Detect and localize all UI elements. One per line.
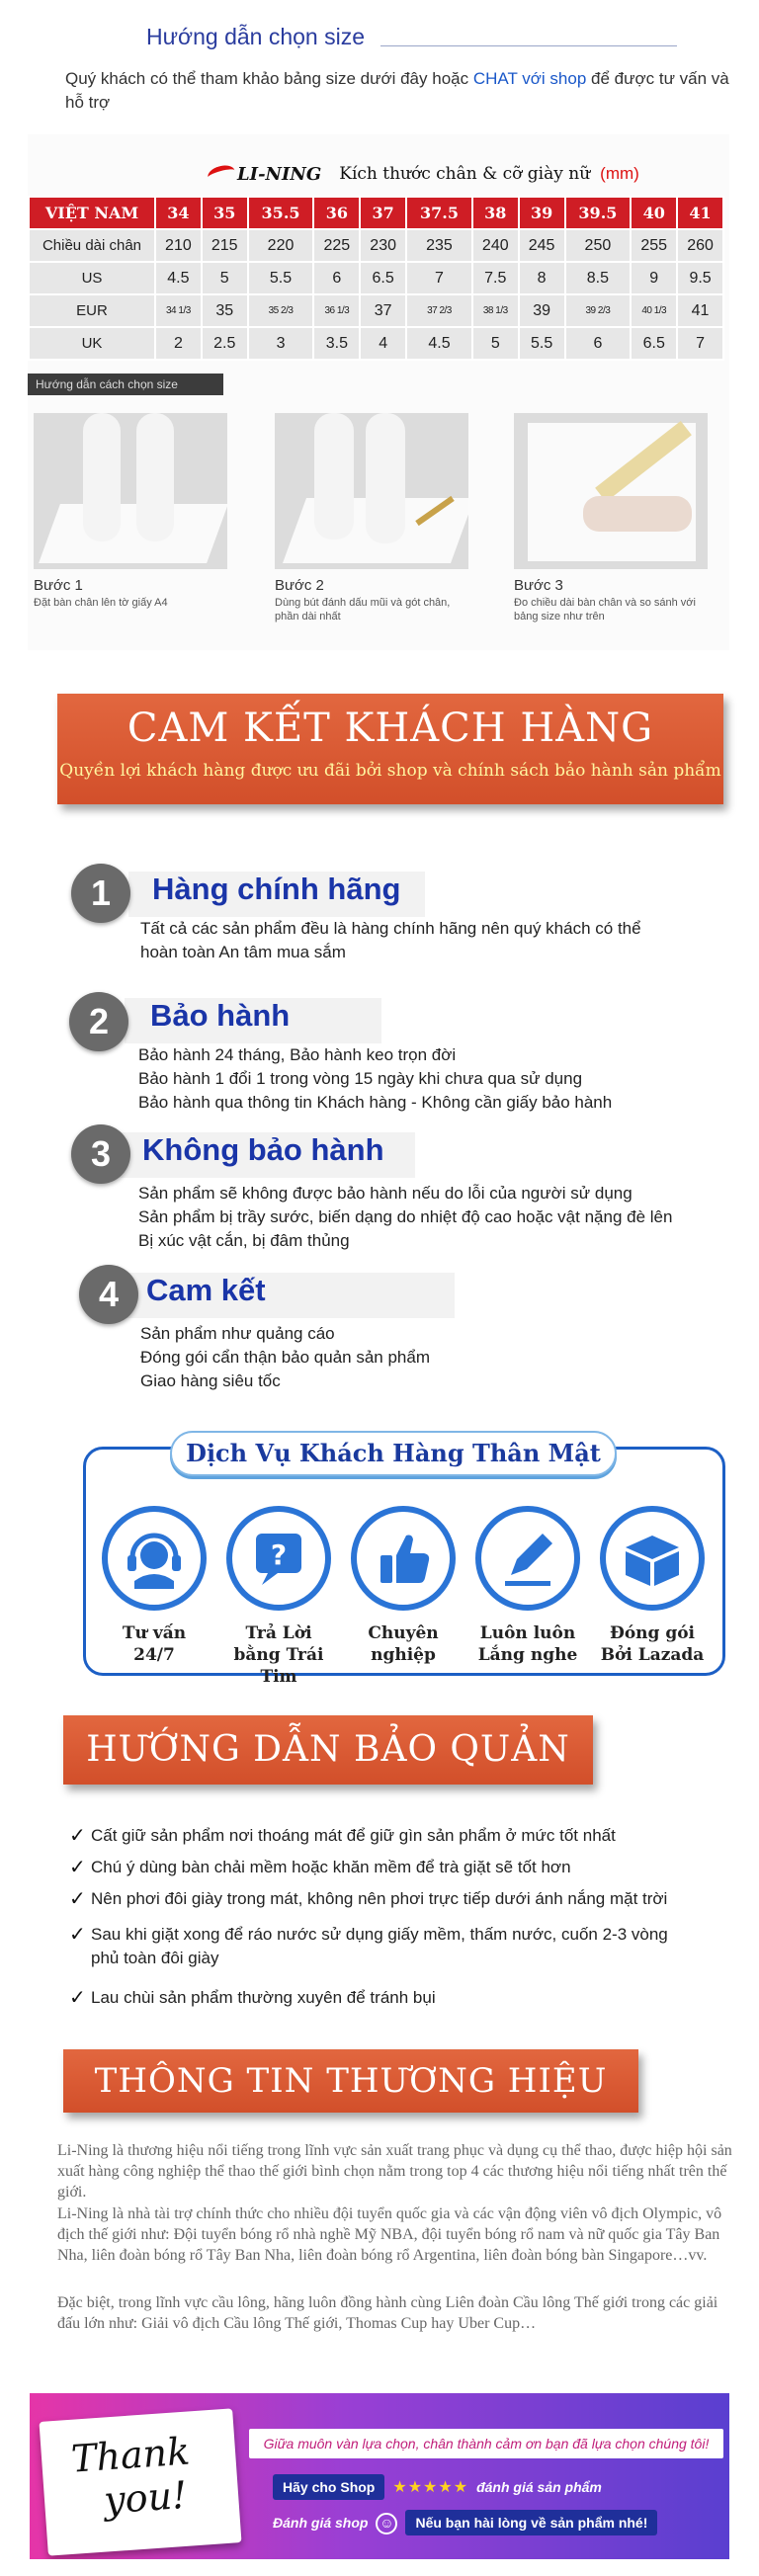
size-cell: 6.5 — [360, 262, 406, 294]
service-label-line: Chuyên — [368, 1623, 439, 1643]
size-table — [28, 196, 724, 361]
commitment-title: CAM KẾT KHÁCH HÀNG — [126, 706, 654, 751]
item-number-badge: 3 — [71, 1124, 130, 1184]
size-cell: 240 — [472, 229, 519, 262]
step-title: Bước 1 — [34, 577, 83, 594]
item-line: Bảo hành qua thông tin Khách hàng - Không cần giấy bảo hành — [138, 1093, 613, 1112]
item-title: Cam kết — [146, 1273, 266, 1307]
step-desc: Đặt bàn chân lên tờ giấy A4 — [34, 597, 168, 609]
measure-step-1 — [34, 413, 231, 610]
leg-right — [136, 413, 174, 541]
service-label — [468, 1622, 587, 1666]
size-cell: 35 2/3 — [248, 294, 314, 327]
brand-line: Li-Ning là thương hiệu nổi tiếng trong lĩnh vực sản xuất trang phục và dụng cụ thể thao, được hiệp hội sản — [57, 2142, 732, 2159]
service-item-packing — [593, 1506, 712, 1666]
care-item — [69, 1887, 667, 1912]
size-cell: 7 — [677, 327, 723, 360]
size-cell: 40 1/3 — [631, 294, 677, 327]
size-cell: 5 — [202, 262, 248, 294]
review-product-text: đánh giá sản phẩm — [476, 2479, 602, 2495]
item-number-badge: 2 — [69, 992, 128, 1051]
item-line: Bảo hành 24 tháng, Bảo hành keo trọn đời — [138, 1045, 457, 1064]
leg-right — [366, 413, 405, 543]
size-cell: 40 — [631, 197, 677, 229]
size-cell: 5.5 — [248, 262, 314, 294]
size-cell: 36 — [313, 197, 360, 229]
brand-line: giới. — [57, 2184, 87, 2201]
brand-line: đấu lớn như: Giải vô địch Cầu lông Thế giới, Thomas Cup hay Uber Cup… — [57, 2315, 537, 2332]
size-cell: 5 — [472, 327, 519, 360]
size-cell: 35 — [202, 197, 248, 229]
size-cell: 39 — [519, 197, 565, 229]
step-desc: Dùng bút đánh dấu mũi và gót chân, phần dài nhất — [275, 597, 451, 623]
size-cell: 220 — [248, 229, 314, 262]
li-ning-logo-text: LI-NING — [237, 163, 322, 185]
service-label — [95, 1622, 213, 1666]
box-icon — [600, 1506, 705, 1611]
care-item-line: phủ toàn đôi giày — [91, 1949, 219, 1967]
step-2-photo — [275, 413, 468, 569]
size-cell: 37.5 — [406, 197, 472, 229]
leg-left — [314, 413, 354, 540]
size-cell: 8 — [519, 262, 565, 294]
step-3-photo — [514, 413, 708, 569]
checkmark-icon: ✓ — [69, 1888, 86, 1910]
size-cell: 2 — [155, 327, 202, 360]
item-lines — [138, 1182, 672, 1253]
size-cell: 41 — [677, 197, 723, 229]
service-label — [593, 1622, 712, 1666]
intro-text-after: để được tư vấn và hỗ trợ — [65, 69, 729, 112]
size-row-label: EUR — [29, 294, 155, 327]
chat-with-shop-link[interactable]: CHAT với shop — [472, 69, 587, 88]
service-item-advice — [95, 1506, 213, 1666]
thank-you-message: Giữa muôn vàn lựa chọn, chân thành cảm ơn bạn đã lựa chọn chúng tôi! — [249, 2429, 723, 2458]
size-row-foot-length — [29, 229, 723, 262]
brand-paragraph-1 — [57, 2140, 749, 2202]
thank-you-card — [39, 2408, 241, 2555]
size-row-label: VIỆT NAM — [29, 197, 155, 229]
paper-sheet — [39, 504, 227, 563]
size-row-vietnam — [29, 197, 723, 229]
step-1-photo — [34, 413, 227, 569]
size-row-label: UK — [29, 327, 155, 360]
item-number-badge: 1 — [71, 864, 130, 923]
size-cell: 235 — [406, 229, 472, 262]
size-cell: 38 — [472, 197, 519, 229]
headset-icon — [102, 1506, 207, 1611]
size-row-eur — [29, 294, 723, 327]
size-table-unit: (mm) — [600, 164, 639, 183]
service-label — [344, 1622, 463, 1666]
size-row-label: Chiều dài chân — [29, 229, 155, 262]
rate-shop-row — [273, 2510, 657, 2535]
service-label-line: Trả Lời — [245, 1623, 312, 1643]
thank-you-line: you! — [102, 2472, 189, 2523]
brand-line: xuất hàng công nghiệp thể thao thế giới bình chọn nằm trong top 4 các thương hiệu nổi tiếng nhất trên thế — [57, 2163, 727, 2180]
care-item — [69, 1923, 668, 1970]
size-cell: 39 — [519, 294, 565, 327]
size-cell: 34 1/3 — [155, 294, 202, 327]
item-line: Sản phẩm sẽ không được bảo hành nếu do lỗi của người sử dụng — [138, 1184, 632, 1203]
size-cell: 41 — [677, 294, 723, 327]
brand-line: địch thế giới như: Đội tuyển bóng rổ nhà nghề Mỹ NBA, đội tuyển bóng rổ nam và nữ quốc gia Tây Ban — [57, 2226, 720, 2243]
step-desc: Đo chiều dài bàn chân và so sánh với bảng size như trên — [514, 597, 696, 623]
size-cell: 5.5 — [519, 327, 565, 360]
service-label-line: Luôn luôn — [479, 1623, 576, 1643]
li-ning-swoosh-icon — [206, 163, 236, 186]
measure-step-3 — [514, 413, 712, 623]
care-item — [69, 1824, 616, 1849]
size-cell: 4 — [360, 327, 406, 360]
brand-paragraph-3 — [57, 2292, 749, 2334]
care-item-text — [91, 1923, 668, 1970]
commitment-banner — [57, 694, 723, 804]
hand — [583, 496, 692, 532]
size-cell: 9 — [631, 262, 677, 294]
satisfied-button[interactable]: Nếu bạn hài lòng về sản phẩm nhé! — [405, 2510, 657, 2535]
size-cell: 230 — [360, 229, 406, 262]
size-row-label: US — [29, 262, 155, 294]
checkmark-icon: ✓ — [69, 1857, 86, 1878]
checkmark-icon: ✓ — [69, 1825, 86, 1847]
care-item — [69, 1986, 436, 2011]
size-cell: 225 — [313, 229, 360, 262]
service-item-professional — [344, 1506, 463, 1666]
service-label-line: bằng Trái Tim — [233, 1645, 324, 1687]
size-cell: 4.5 — [155, 262, 202, 294]
size-cell: 6 — [565, 327, 632, 360]
service-label-line: nghiệp — [371, 1645, 436, 1665]
size-cell: 6.5 — [631, 327, 677, 360]
size-chart-header — [208, 156, 639, 192]
smiley-icon: ☺ — [376, 2513, 397, 2534]
size-cell: 34 — [155, 197, 202, 229]
five-stars-icon: ★★★★★ — [392, 2479, 469, 2496]
care-guide-banner: HƯỚNG DẪN BẢO QUẢN — [63, 1715, 593, 1785]
size-row-uk — [29, 327, 723, 360]
thumbs-up-icon — [351, 1506, 456, 1611]
size-cell: 35 — [202, 294, 248, 327]
size-guide-title: Hướng dẫn chọn size — [146, 24, 365, 49]
brand-line: Nha, liên đoàn bóng rổ Tây Ban Nha, liên đoàn bóng rổ Argentina, liên đoàn bóng bàn Singapore…vv. — [57, 2247, 708, 2264]
item-title: Bảo hành — [150, 998, 291, 1033]
size-cell: 255 — [631, 229, 677, 262]
care-item-text: Nên phơi đôi giày trong mát, không nên phơi trực tiếp dưới ánh nắng mặt trời — [91, 1889, 668, 1908]
item-lines — [140, 1322, 430, 1393]
size-cell: 4.5 — [406, 327, 472, 360]
service-label-line: Đóng gói — [609, 1623, 696, 1643]
size-cell: 39.5 — [565, 197, 632, 229]
size-cell: 9.5 — [677, 262, 723, 294]
commitment-subtitle: Quyền lợi khách hàng được ưu đãi bởi shop và chính sách bảo hành sản phẩm — [59, 761, 721, 781]
item-line: Sản phẩm bị trầy sước, biến dạng do nhiệt độ cao hoặc vật nặng đè lên — [138, 1207, 673, 1226]
size-row-us — [29, 262, 723, 294]
item-title: Không bảo hành — [142, 1132, 384, 1167]
brand-line: Li-Ning là nhà tài trợ chính thức cho nhiều đội tuyển quốc gia và các vận động viên vô địch Olympic, vô — [57, 2205, 722, 2222]
step-title: Bước 3 — [514, 577, 563, 594]
item-lines — [138, 1043, 612, 1115]
question-icon — [226, 1506, 331, 1611]
li-ning-logo — [208, 164, 321, 185]
checkmark-icon: ✓ — [69, 1987, 86, 2009]
measure-step-2 — [275, 413, 472, 623]
checkmark-icon: ✓ — [69, 1924, 86, 1946]
thank-you-line: Thank — [69, 2429, 192, 2481]
item-line: Bị xúc vật cắn, bị đâm thủng — [138, 1231, 350, 1250]
size-cell: 38 1/3 — [472, 294, 519, 327]
care-item-text: Lau chùi sản phẩm thường xuyên để tránh bụi — [91, 1988, 436, 2007]
item-lines — [140, 917, 641, 964]
item-line: Giao hàng siêu tốc — [140, 1371, 281, 1390]
measure-guide-label: Hướng dẫn cách chọn size — [28, 374, 223, 395]
size-cell: 7.5 — [472, 262, 519, 294]
item-line: Bảo hành 1 đổi 1 trong vòng 15 ngày khi chưa qua sử dụng — [138, 1069, 583, 1088]
size-cell: 35.5 — [248, 197, 314, 229]
care-item-text: Chú ý dùng bàn chải mềm hoặc khăn mềm để trà giặt sẽ tốt hơn — [91, 1858, 571, 1876]
review-shop-button[interactable]: Hãy cho Shop — [273, 2474, 384, 2500]
size-cell: 3.5 — [313, 327, 360, 360]
item-title: Hàng chính hãng — [152, 872, 401, 906]
item-line: Đóng gói cẩn thận bảo quản sản phẩm — [140, 1348, 431, 1367]
size-cell: 39 2/3 — [565, 294, 632, 327]
size-guide-title-line — [380, 45, 677, 46]
service-item-answer — [219, 1506, 338, 1688]
size-cell: 250 — [565, 229, 632, 262]
thank-you-banner — [30, 2393, 729, 2559]
size-cell: 245 — [519, 229, 565, 262]
pen-icon — [475, 1506, 580, 1611]
size-cell: 37 2/3 — [406, 294, 472, 327]
size-cell: 7 — [406, 262, 472, 294]
thank-you-word — [70, 2429, 195, 2524]
care-item — [69, 1856, 571, 1880]
item-line: Sản phẩm như quảng cáo — [140, 1324, 335, 1343]
size-cell: 8.5 — [565, 262, 632, 294]
service-item-listen — [468, 1506, 587, 1666]
care-item-text: Cất giữ sản phẩm nơi thoáng mát để giữ gìn sản phẩm ở mức tốt nhất — [91, 1826, 616, 1845]
item-line: hoàn toàn An tâm mua sắm — [140, 943, 346, 961]
leg-left — [83, 413, 121, 541]
size-cell: 37 — [360, 294, 406, 327]
service-label — [219, 1622, 338, 1688]
size-guide-intro — [65, 67, 737, 115]
step-title: Bước 2 — [275, 577, 324, 594]
rate-shop-text: Đánh giá shop — [273, 2515, 369, 2531]
size-cell: 215 — [202, 229, 248, 262]
brand-paragraph-2 — [57, 2203, 749, 2266]
service-label-line: 24/7 — [133, 1645, 175, 1665]
item-number-badge: 4 — [79, 1265, 138, 1324]
intro-text-before: Quý khách có thể tham khảo bảng size dưới đây hoặc — [65, 69, 473, 88]
care-item-line: Sau khi giặt xong để ráo nước sử dụng giấy mềm, thấm nước, cuốn 2-3 vòng — [91, 1925, 668, 1944]
svg-text:?: ? — [270, 1538, 288, 1571]
review-row — [273, 2474, 602, 2500]
size-table-title: Kích thước chân & cỡ giày nữ — [339, 164, 591, 184]
service-label-line: Tư vấn — [122, 1623, 187, 1643]
service-label-line: Lắng nghe — [477, 1645, 578, 1665]
size-cell: 210 — [155, 229, 202, 262]
service-title: Dịch Vụ Khách Hàng Thân Mật — [170, 1431, 617, 1476]
size-cell: 3 — [248, 327, 314, 360]
size-cell: 260 — [677, 229, 723, 262]
size-cell: 6 — [313, 262, 360, 294]
brand-info-banner: THÔNG TIN THƯƠNG HIỆU — [63, 2049, 638, 2113]
size-cell: 36 1/3 — [313, 294, 360, 327]
service-label-line: Bởi Lazada — [600, 1645, 705, 1665]
item-line: Tất cả các sản phẩm đều là hàng chính hãng nên quý khách có thể — [140, 919, 641, 938]
size-cell: 37 — [360, 197, 406, 229]
size-cell: 2.5 — [202, 327, 248, 360]
brand-line: Đặc biệt, trong lĩnh vực cầu lông, hãng luôn đồng hành cùng Liên đoàn Cầu lông Thế giới trong các giải — [57, 2294, 718, 2311]
